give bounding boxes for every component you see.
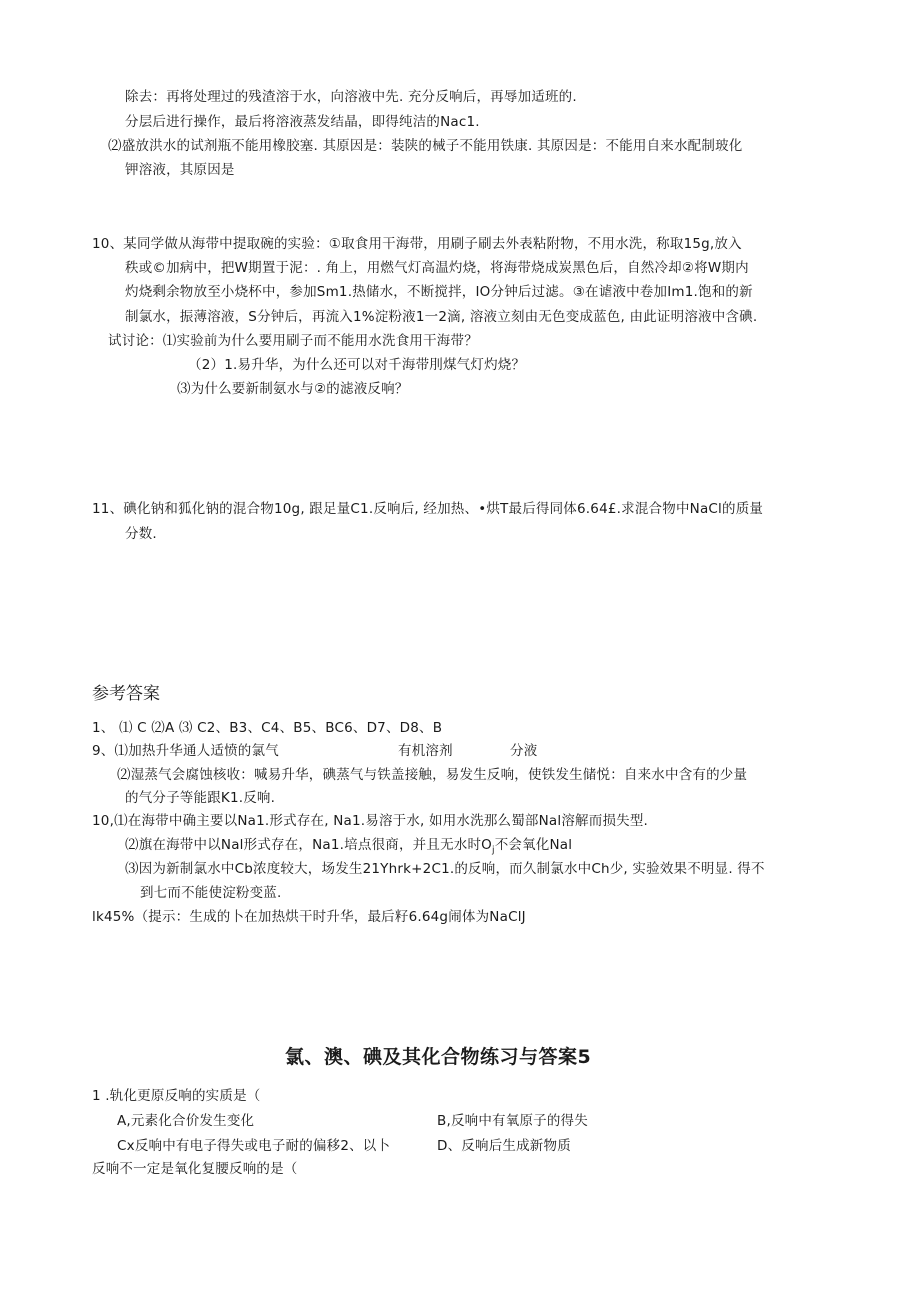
- option-d: D、反响后生成新物质: [437, 1138, 571, 1154]
- text-line: 钾溶液，其原因是: [125, 162, 235, 178]
- answer-line: ⑵湿蒸气会腐蚀核收：喊易升华，碘蒸气与铁盖接触，易发生反响，使铁发生储悦：自来水中含有的少量: [117, 767, 748, 783]
- answer-line: 的气分子等能跟K1.反响.: [125, 790, 276, 806]
- answer-line: 到七而不能使淀粉变蓝.: [140, 885, 282, 901]
- question-10-line: 秩或©加病中，把W期置于泥：. 角上，用燃气灯高温灼烧，将海带烧成炭黑色后，自然冷却②将W期内: [125, 260, 749, 276]
- option-a: A,元素化合价发生变化: [117, 1113, 255, 1129]
- answers-heading: 参考答案: [92, 684, 160, 704]
- question-11-line: 11、碘化钠和狐化钠的混合物10g, 跟足量C1.反响后, 经加热、•烘T最后得同体6.64£.求混合物中NaCl的质量: [92, 501, 764, 517]
- question-line: 1 .轨化更原反响的实质是（: [92, 1088, 261, 1104]
- question-10-line: 试讨论：⑴实验前为什么要用刷子而不能用水洗食用干海带？: [108, 333, 478, 349]
- option-b: B,反响中有氧原子的得失: [437, 1113, 588, 1129]
- subscript: j: [492, 845, 495, 856]
- question-10-line: （2）1.易升华，为什么还可以对千海带刖煤气灯灼烧？: [188, 357, 526, 373]
- answer-line: lk45%（提示：生成的卜在加热烘干时升华，最后籽6.64g闹体为NaClJ: [92, 909, 526, 925]
- text-line: 除去：再将处理过的残渣溶于水，向溶液中先. 充分反响后，再辱加适班的.: [125, 89, 577, 105]
- question-line: 反响不一定是氧化复腰反响的是（: [92, 1161, 298, 1177]
- text-line: 分层后进行操作，最后将溶液蒸发结晶，即得纯洁的Nac1.: [125, 114, 480, 130]
- text-line: ⑵盛放洪水的试剂瓶不能用橡胶塞. 其原因是：装陕的械子不能用铁康. 其原因是：不能用自来水配制玻化: [108, 138, 743, 154]
- question-10-line: 灼烧剩余物放至小烧杯中，参加Sm1.热储水，不断搅拌，IO分钟后过滤。③在谑液中卷加Im1.饱和的新: [125, 284, 753, 300]
- section-title: 氯、澳、碘及其化合物练习与答案5: [285, 1046, 592, 1068]
- question-10-line: ⑶为什么要新制氨水与②的滤液反响？: [177, 381, 409, 397]
- answer-line: 10,⑴在海带中确主要以Na1.形式存在, Na1.易溶于水, 如用水洗那么蜀部Nal溶解而损失型.: [92, 813, 649, 829]
- answer-line: 1、 ⑴ C ⑵A ⑶ C2、B3、C4、B5、BC6、D7、D8、B: [92, 720, 443, 736]
- question-10-line: 制氯水，振薄溶液，S分钟后，再流入1%淀粉液1一2滴, 溶液立刻由无色变成蓝色, 由此证明溶液中含碘.: [125, 309, 758, 325]
- answer-text: ⑵旗在海带中以Nal形式存在，Na1.培点很商，并且无水时O: [125, 837, 492, 853]
- answer-text: 不会氧化Nal: [494, 837, 573, 853]
- answer-line: 有机溶剂: [398, 743, 453, 759]
- answer-line: 分液: [510, 743, 538, 759]
- option-c: Cx反响中有电子得失或电子耐的偏移2、以卜: [117, 1138, 391, 1154]
- question-10-line: 10、某同学做从海带中提取碗的实验：①取食用干海带，用刷子刷去外表粘附物，不用水洗，称取15g,放入: [92, 236, 742, 252]
- answer-line: [125, 836, 572, 860]
- answer-line: ⑶因为新制氯水中Cb浓度较大，场发生21Yhrk+2C1.的反响，而久制氯水中Ch少, 实验效果不明显. 得不: [125, 861, 765, 877]
- answer-line: 9、⑴加热升华通人适愤的氯气: [92, 743, 279, 759]
- question-11-line: 分数.: [125, 526, 157, 542]
